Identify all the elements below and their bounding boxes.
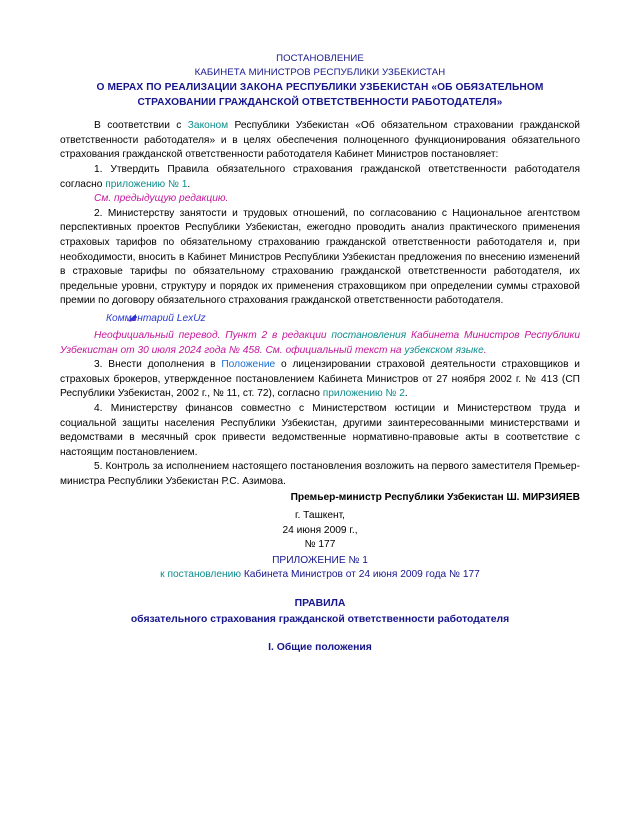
item1-text-2: . bbox=[187, 178, 191, 190]
rules-title: ПРАВИЛА bbox=[294, 597, 346, 609]
link-postanovleniya-458[interactable]: постановления bbox=[331, 329, 407, 341]
appendix-title: ПРИЛОЖЕНИЕ № 1 bbox=[272, 554, 368, 566]
signature-prime-minister: Премьер-министр Республики Узбекистан Ш. МИРЗИЯЕВ bbox=[290, 492, 580, 504]
commentary-text-2: Кабинета Министров Республики Узбекистан от 30 июля 2024 года № 458. См. официальный текст на bbox=[60, 329, 581, 356]
link-polozhenie[interactable]: Положение bbox=[221, 359, 276, 371]
appendix-subtitle bbox=[60, 568, 580, 583]
note-previous-edition[interactable]: См. предыдущую редакцию. bbox=[94, 193, 229, 205]
paragraph-item-2: 2. Министерству занятости и трудовых отношений, по согласованию с Национальное агентством перспективных проектов Республики Узбекистан, ежегодно проводить анализ практического применения страховых тарифов по обязательному страхованию гражданской ответственности работодателя и, при необходимости, вносить в Кабинет Министров Республики Узбекистан предложения по внесению изменений в страховые тарифы по обязательному страхованию гражданской ответственности работодателя, их предельные уровни, структуру и порядок их применения страховщиком при определении суммы страховой премии по договору обязательного страхования гражданской ответственности работодателя. bbox=[60, 207, 580, 307]
commentary-text-1: Неофициальный перевод. Пункт 2 в редакции bbox=[94, 329, 332, 341]
paragraph-item-4: 4. Министерству финансов совместно с Министерством юстиции и Министерством труда и социальной защиты населения Республики Узбекистан, другими заинтересованными министерствами и ведомствами в месячный срок привести ведомственные нормативно-правовые акты в соответствие с настоящим постановлением. bbox=[60, 402, 580, 458]
item3-text-2: о лицензировании страховой деятельности страховщиков и страховых брокеров, утвержденное постановлением Кабинета Министров от 27 ноября 2002 г. № 413 (СП Республики Узбекистан, 2002 г., № 11, ст. 72), согласно bbox=[60, 359, 580, 400]
document-title-block bbox=[60, 52, 580, 110]
link-prilozhenie-1[interactable]: приложению № 1 bbox=[105, 178, 188, 190]
place-and-date-block bbox=[60, 509, 580, 552]
item3-text-1: 3. Внести дополнения в bbox=[94, 359, 222, 371]
document-body bbox=[60, 119, 580, 656]
paragraph-item-5: 5. Контроль за исполнением настоящего постановления возложить на первого заместителя Премьер-министра Республики Узбекистан Р.С. Азимова. bbox=[60, 461, 580, 487]
preamble-text-1: В соответствии с bbox=[94, 120, 188, 132]
lexuz-commentary-block bbox=[60, 311, 580, 358]
place-city: г. Ташкент, bbox=[295, 510, 345, 522]
link-k-postanovleniyu[interactable]: к постановлению bbox=[160, 569, 241, 581]
link-uzbek-language-text[interactable]: узбекском языке bbox=[404, 344, 484, 356]
paragraph-item-3 bbox=[60, 358, 580, 402]
lexuz-flag-icon bbox=[94, 312, 103, 320]
document-number: № 177 bbox=[304, 539, 336, 551]
item3-text-3: . bbox=[404, 388, 408, 400]
section-title-general-provisions: I. Общие положения bbox=[268, 641, 372, 653]
commentary-text-3: . bbox=[483, 344, 487, 356]
preamble-text-2: Республики Узбекистан «Об обязательном страховании гражданской ответственности работодателя» и в целях обеспечения полноценного функционирования обязательного страхования гражданской ответственности работодателя Кабинет Министров постановляет: bbox=[60, 120, 580, 161]
lexuz-commentary-title: Комментарий LexUz bbox=[106, 312, 206, 324]
paragraph-item-1 bbox=[60, 163, 580, 192]
title-main-heading: О МЕРАХ ПО РЕАЛИЗАЦИИ ЗАКОНА РЕСПУБЛИКИ УЗБЕКИСТАН «ОБ ОБЯЗАТЕЛЬНОМ СТРАХОВАНИИ ГРАЖДАНСКОЙ ОТВЕТСТВЕННОСТИ РАБОТОДАТЕЛЯ» bbox=[96, 82, 544, 108]
lexuz-commentary-header bbox=[60, 311, 580, 326]
title-line-cabinet: КАБИНЕТА МИНИСТРОВ РЕСПУБЛИКИ УЗБЕКИСТАН bbox=[194, 67, 446, 79]
paragraph-preamble bbox=[60, 119, 580, 163]
place-date-value: 24 июня 2009 г., bbox=[282, 524, 358, 536]
link-prilozhenie-2[interactable]: приложению № 2 bbox=[322, 388, 405, 400]
lexuz-commentary-text bbox=[60, 329, 580, 358]
rules-subtitle: обязательного страхования гражданской ответственности работодателя bbox=[130, 613, 510, 625]
appendix-subtitle-rest: Кабинета Министров от 24 июня 2009 года № 177 bbox=[241, 569, 480, 581]
link-zakon[interactable]: Законом bbox=[187, 120, 229, 132]
item1-text-1: 1. Утвердить Правила обязательного страхования гражданской ответственности работодателя согласно bbox=[60, 164, 580, 190]
title-line-postanovlenie: ПОСТАНОВЛЕНИЕ bbox=[276, 53, 364, 64]
